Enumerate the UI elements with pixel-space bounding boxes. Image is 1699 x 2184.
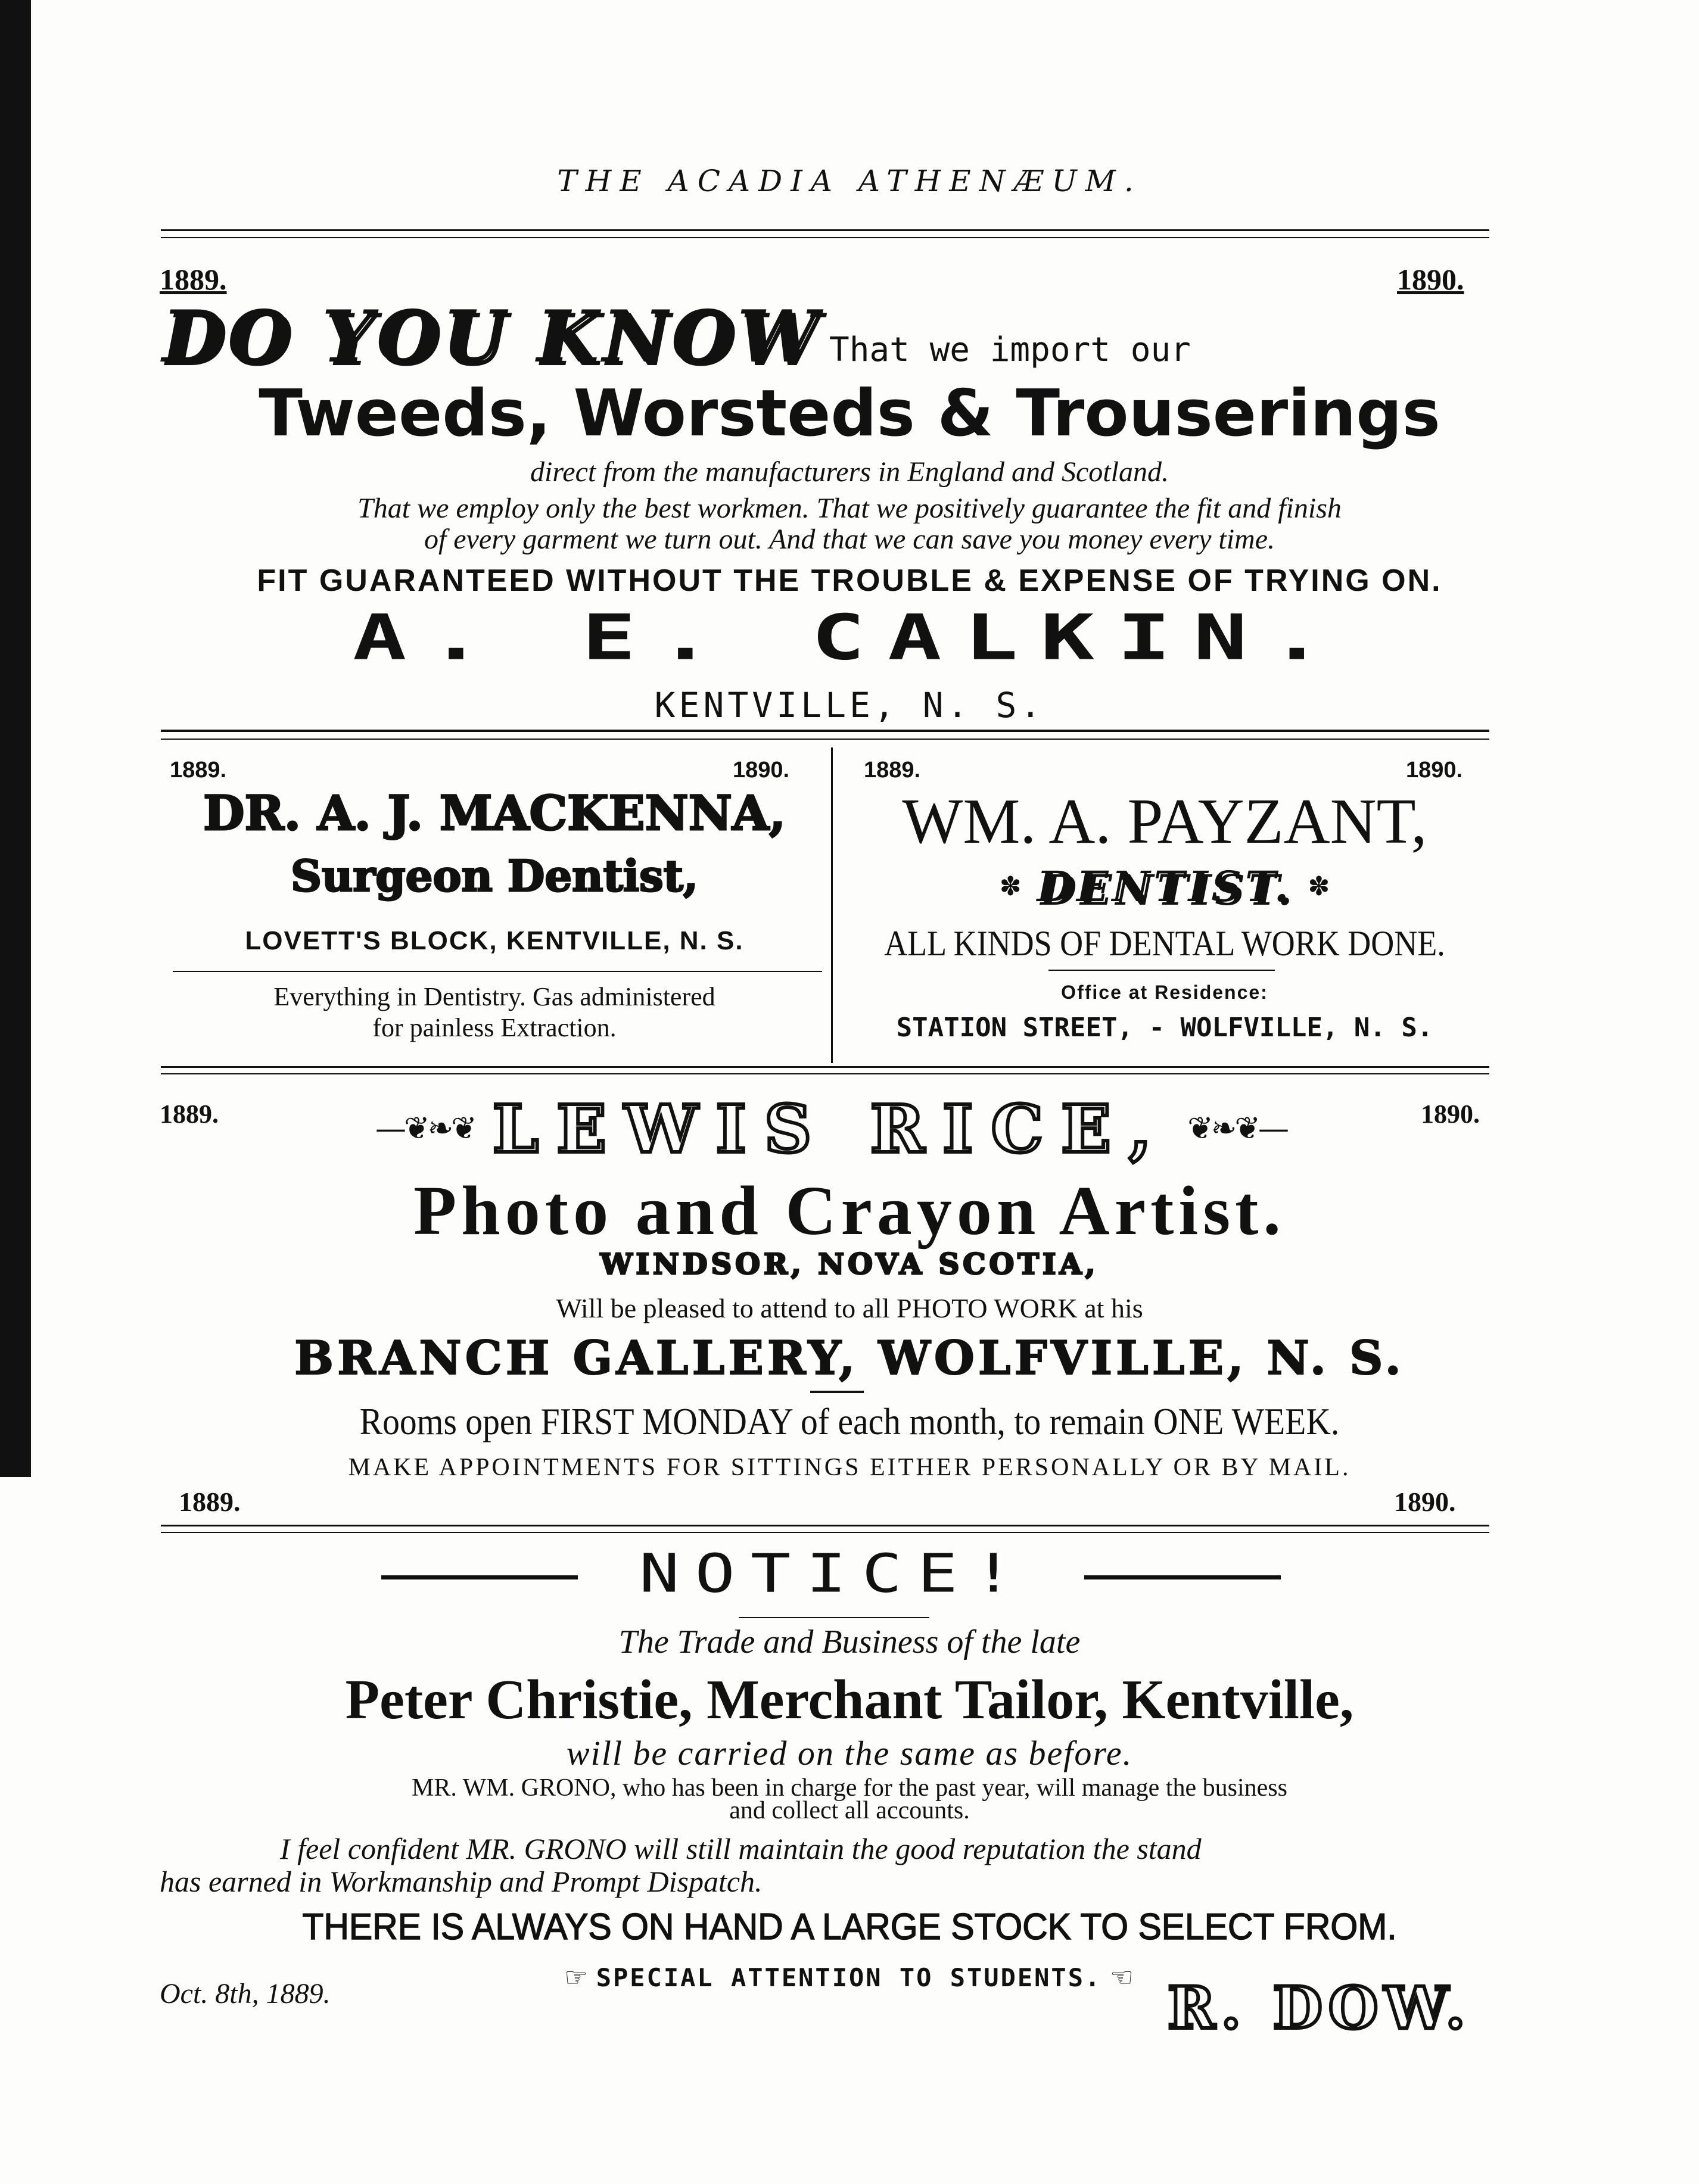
ornament-icon: ✽ — [1308, 871, 1330, 902]
payzant-rule — [1048, 970, 1275, 971]
calkin-products: Tweeds, Worsteds & Trouserings — [259, 376, 1440, 451]
payzant-work: ALL KINDS OF DENTAL WORK DONE. — [884, 924, 1445, 963]
mackenna-name: DR. A. J. MACKENNA, — [203, 785, 786, 841]
rice-title: Photo and Crayon Artist. — [413, 1172, 1286, 1250]
section-rule-1b — [161, 739, 1489, 740]
calkin-year-right: 1890. — [1397, 263, 1464, 296]
rice-will: Will be pleased to attend to all PHOTO WORK at his — [556, 1293, 1143, 1323]
notice-special-row — [453, 1959, 1245, 1995]
rice-place: WINDSOR, NOVA SCOTIA, — [600, 1248, 1099, 1281]
notice-name: Peter Christie, Merchant Tailor, Kentville, — [345, 1669, 1354, 1731]
mackenna-note-2: for painless Extraction. — [372, 1013, 617, 1042]
ornament-icon: ✽ — [999, 871, 1022, 902]
rice-year-right-bottom: 1890. — [1394, 1487, 1456, 1517]
flourish-left-icon: —❦❧❦ — [375, 1111, 475, 1146]
notice-heading: NOTICE! — [639, 1543, 1029, 1604]
payzant-year-right: 1890. — [1406, 758, 1463, 783]
payzant-title-row — [834, 862, 1495, 910]
mackenna-note-1: Everything in Dentistry. Gas administered — [273, 982, 715, 1011]
notice-signature: R. DOW. — [1168, 1974, 1471, 2042]
calkin-name: A. E. CALKIN. — [353, 602, 1346, 674]
section-rule-3 — [161, 1525, 1489, 1526]
rice-name: LEWIS RICE, — [492, 1090, 1170, 1167]
header-rule-2 — [161, 237, 1489, 238]
rice-branch: BRANCH GALLERY, WOLFVILLE, N. S. — [294, 1331, 1405, 1385]
rice-appoint: MAKE APPOINTMENTS FOR SITTINGS EITHER PERSONALLY OR BY MAIL. — [348, 1454, 1351, 1481]
column-divider — [831, 747, 833, 1063]
calkin-line-1: direct from the manufacturers in England and Scotland. — [530, 456, 1169, 488]
payzant-name: WM. A. PAYZANT, — [902, 786, 1427, 857]
pointing-hand-icon: ☜ — [1110, 1962, 1134, 1993]
calkin-fit-guaranteed: FIT GUARANTEED WITHOUT THE TROUBLE & EXPENSE OF TRYING ON. — [257, 563, 1442, 598]
mackenna-year-left: 1889. — [170, 758, 227, 783]
section-rule-3b — [161, 1532, 1489, 1533]
notice-rule-right — [1084, 1575, 1281, 1579]
rice-year-left-bottom: 1889. — [179, 1487, 241, 1517]
payzant-address: STATION STREET, - WOLFVILLE, N. S. — [896, 1012, 1433, 1043]
notice-stock: THERE IS ALWAYS ON HAND A LARGE STOCK TO SELECT FROM. — [302, 1906, 1397, 1948]
notice-trade: The Trade and Business of the late — [618, 1624, 1081, 1660]
notice-special: SPECIAL ATTENTION TO STUDENTS. — [596, 1962, 1102, 1992]
section-rule-2b — [161, 1073, 1489, 1074]
calkin-line-3: of every garment we turn out. And that we can save you money every time. — [424, 524, 1275, 555]
payzant-year-left: 1889. — [864, 758, 921, 783]
payzant-title: DENTIST. — [1037, 861, 1293, 911]
notice-confident-1: I feel confident MR. GRONO will still maintain the good reputation the stand — [280, 1832, 1202, 1865]
calkin-headline: DO YOU KNOW — [162, 295, 822, 379]
calkin-place: KENTVILLE, N. S. — [654, 685, 1045, 725]
mackenna-address: LOVETT'S BLOCK, KENTVILLE, N. S. — [245, 926, 744, 955]
mackenna-title: Surgeon Dentist, — [291, 850, 698, 901]
page-header: THE ACADIA ATHENÆUM. — [557, 164, 1142, 198]
notice-grono-2: and collect all accounts. — [729, 1797, 970, 1824]
section-rule-2 — [161, 1066, 1489, 1068]
mackenna-rule — [173, 971, 822, 972]
payzant-office: Office at Residence: — [1061, 982, 1268, 1003]
calkin-line-2: That we employ only the best workmen. That we positively guarantee the fit and finish — [357, 493, 1342, 524]
notice-date: Oct. 8th, 1889. — [160, 1978, 331, 2009]
rice-name-row — [250, 1090, 1412, 1167]
rice-rule — [810, 1391, 864, 1393]
rice-year-left: 1889. — [160, 1099, 219, 1129]
header-rule — [161, 229, 1489, 231]
calkin-headline-tail: That we import our — [829, 331, 1191, 369]
notice-rule-left — [381, 1575, 578, 1579]
notice-carried: will be carried on the same as before. — [566, 1734, 1133, 1772]
section-rule-1 — [161, 730, 1489, 732]
notice-grono-1: MR. WM. GRONO, who has been in charge for the past year, will manage the business — [412, 1774, 1287, 1802]
notice-underline — [739, 1617, 929, 1618]
pointing-hand-icon: ☞ — [564, 1962, 588, 1993]
rice-year-right: 1890. — [1421, 1099, 1480, 1129]
calkin-year-left: 1889. — [160, 263, 227, 296]
rice-rooms: Rooms open FIRST MONDAY of each month, to remain ONE WEEK. — [359, 1400, 1340, 1443]
mackenna-year-right: 1890. — [733, 758, 790, 783]
flourish-right-icon: ❦❧❦— — [1187, 1111, 1287, 1146]
notice-confident-2: has earned in Workmanship and Prompt Dispatch. — [160, 1865, 763, 1898]
